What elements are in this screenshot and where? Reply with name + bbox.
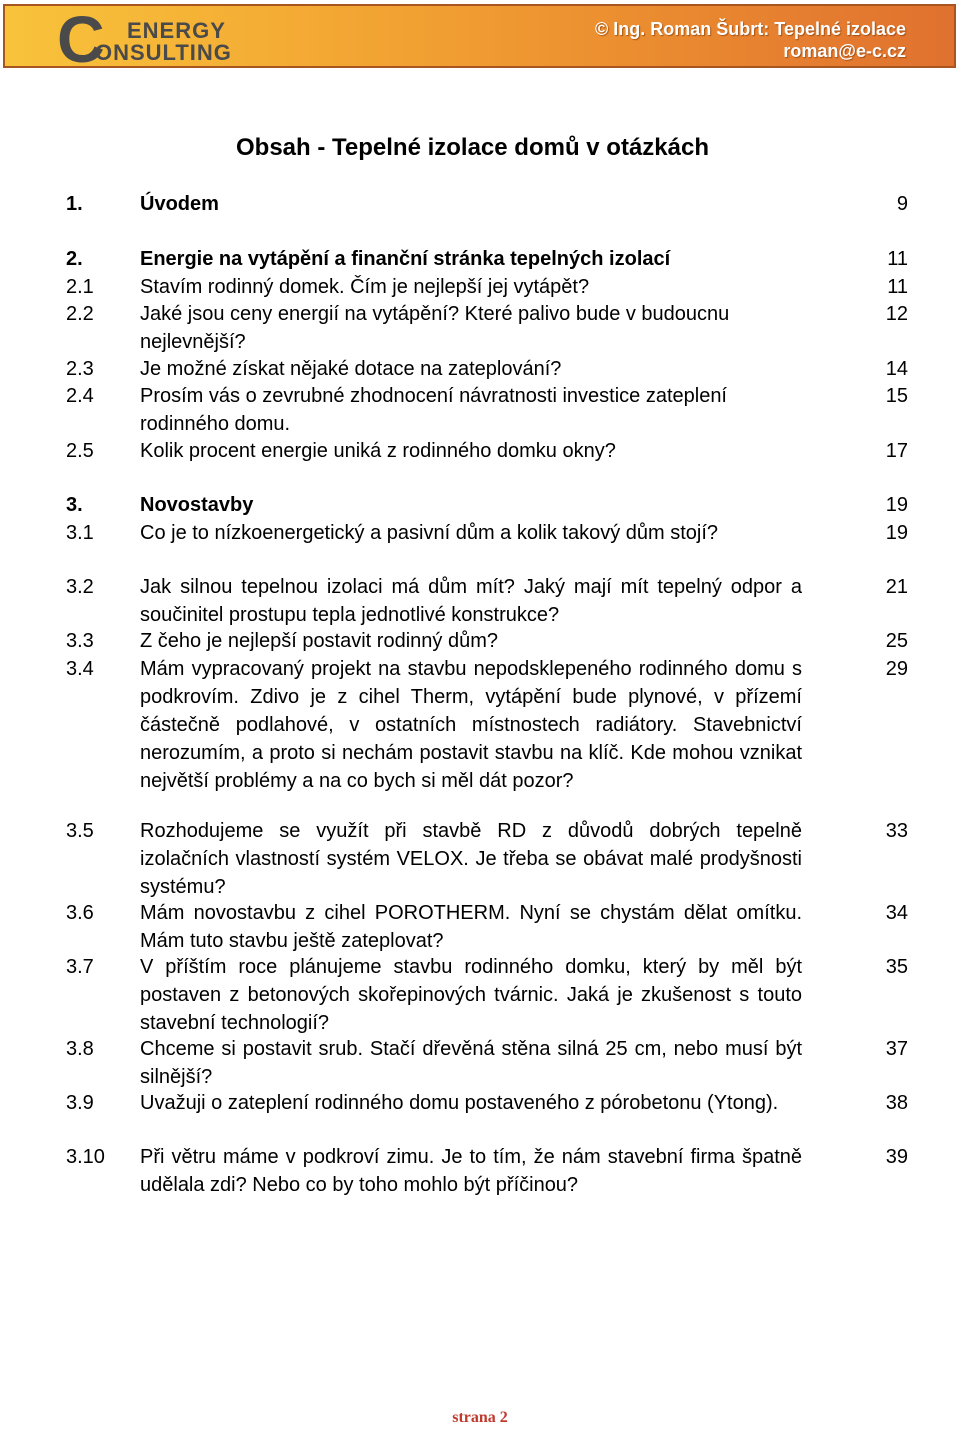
toc-title: Úvodem xyxy=(140,193,219,215)
toc-number: 3.7 xyxy=(66,956,94,978)
toc-page-number: 9 xyxy=(896,193,908,215)
toc-page-number: 38 xyxy=(885,1092,908,1114)
page-title: Obsah - Tepelné izolace domů v otázkách xyxy=(236,134,710,161)
header-banner xyxy=(3,2,956,76)
toc-title: Jak silnou tepelnou izolaci má dům mít? Jaký mají mít tepelný odpor a součinitel prostupu tepla jednotlivé konstrukce? xyxy=(140,576,802,626)
author-block xyxy=(595,18,906,62)
toc-page-number: 34 xyxy=(885,902,908,924)
toc-title: Stavím rodinný domek. Čím je nejlepší jej vytápět? xyxy=(140,276,590,298)
toc-page-number: 11 xyxy=(887,276,908,298)
toc-number: 3.1 xyxy=(66,522,94,544)
page-footer: strana 2 xyxy=(452,1409,508,1426)
toc-page-number: 15 xyxy=(885,385,908,407)
toc-page-number: 33 xyxy=(885,820,908,842)
toc-title: Je možné získat nějaké dotace na zateplování? xyxy=(140,358,562,380)
toc-page-number: 37 xyxy=(885,1038,908,1060)
toc-title: Jaké jsou ceny energií na vytápění? Které palivo bude v budoucnu nejlevnější? xyxy=(140,303,730,353)
toc-number: 3.4 xyxy=(66,658,94,680)
toc-number: 3. xyxy=(66,494,83,516)
logo-letter-c: C xyxy=(57,2,103,76)
toc-title: Prosím vás o zevrubné zhodnocení návratnosti investice zateplení rodinného domu. xyxy=(140,385,727,435)
toc-page-number: 25 xyxy=(885,630,908,652)
toc-page-number: 39 xyxy=(885,1146,908,1168)
toc-title: Kolik procent energie uniká z rodinného domku okny? xyxy=(140,440,616,462)
toc-title: V příštím roce plánujeme stavbu rodinného domku, který by měl být postaven z betonových skořepinových tvárnic. Jaká je zkušenost s touto stavební technologií? xyxy=(140,956,802,1034)
toc-number: 3.8 xyxy=(66,1038,94,1060)
toc-title: Rozhodujeme se využít při stavbě RD z důvodů dobrých tepelně izolačních vlastností systém VELOX. Je třeba se obávat malé prodyšnosti systému? xyxy=(140,820,802,898)
logo-word-onsulting: ONSULTING xyxy=(95,40,232,65)
toc-number: 3.6 xyxy=(66,902,94,924)
toc-page-number: 11 xyxy=(887,248,908,270)
energy-consulting-logo xyxy=(57,2,257,76)
toc-title: Energie na vytápění a finanční stránka tepelných izolací xyxy=(140,248,671,270)
toc-number: 2.3 xyxy=(66,358,94,380)
toc-page-number: 12 xyxy=(885,303,908,325)
toc-title: Uvažuji o zateplení rodinného domu postaveného z pórobetonu (Ytong). xyxy=(140,1092,779,1114)
toc-title: Chceme si postavit srub. Stačí dřevěná stěna silná 25 cm, nebo musí být silnější? xyxy=(140,1038,802,1088)
toc-title: Mám novostavbu z cihel POROTHERM. Nyní se chystám dělat omítku. Mám tuto stavbu ještě zateplovat? xyxy=(140,902,802,952)
toc-number: 3.3 xyxy=(66,630,94,652)
toc-number: 2.1 xyxy=(66,276,94,298)
toc-title: Při větru máme v podkroví zimu. Je to tím, že nám stavební firma špatně udělala zdi? Nebo co by toho mohlo být příčinou? xyxy=(140,1146,802,1196)
toc-number: 2.2 xyxy=(66,303,94,325)
toc-page-number: 17 xyxy=(885,440,908,462)
toc-number: 2. xyxy=(66,248,83,270)
toc-number: 2.4 xyxy=(66,385,94,407)
toc-page-number: 21 xyxy=(885,576,908,598)
toc-number: 2.5 xyxy=(66,440,94,462)
toc-page-number: 19 xyxy=(885,494,908,516)
toc-title: Mám vypracovaný projekt na stavbu nepodsklepeného rodinného domu s podkrovím. Zdivo je z cihel Therm, vytápění bude plynové, v přízemí částečně podlahové, v ostatních místnostech radiátory. Stavebnictví nerozumím, a proto si nechám postavit stavbu na klíč. Kde mohou vznikat největší problémy a na co bych si měl dát pozor? xyxy=(140,658,802,792)
toc-page-number: 29 xyxy=(885,658,908,680)
author-name: © Ing. Roman Šubrt: Tepelné izolace xyxy=(595,19,906,39)
toc-number: 3.9 xyxy=(66,1092,94,1114)
toc-number: 1. xyxy=(66,193,83,215)
toc-number: 3.10 xyxy=(66,1146,105,1168)
toc-title: Co je to nízkoenergetický a pasivní dům a kolik takový dům stojí? xyxy=(140,522,719,544)
toc-number: 3.2 xyxy=(66,576,94,598)
toc-page-number: 19 xyxy=(885,522,908,544)
toc-page-number: 14 xyxy=(885,358,908,380)
toc-number: 3.5 xyxy=(66,820,94,842)
toc-title: Z čeho je nejlepší postavit rodinný dům? xyxy=(140,630,498,652)
logo-word-energy: ENERGY xyxy=(127,18,226,43)
toc-title: Novostavby xyxy=(140,494,254,516)
author-email[interactable]: roman@e-c.cz xyxy=(783,41,906,61)
toc-page-number: 35 xyxy=(885,956,908,978)
